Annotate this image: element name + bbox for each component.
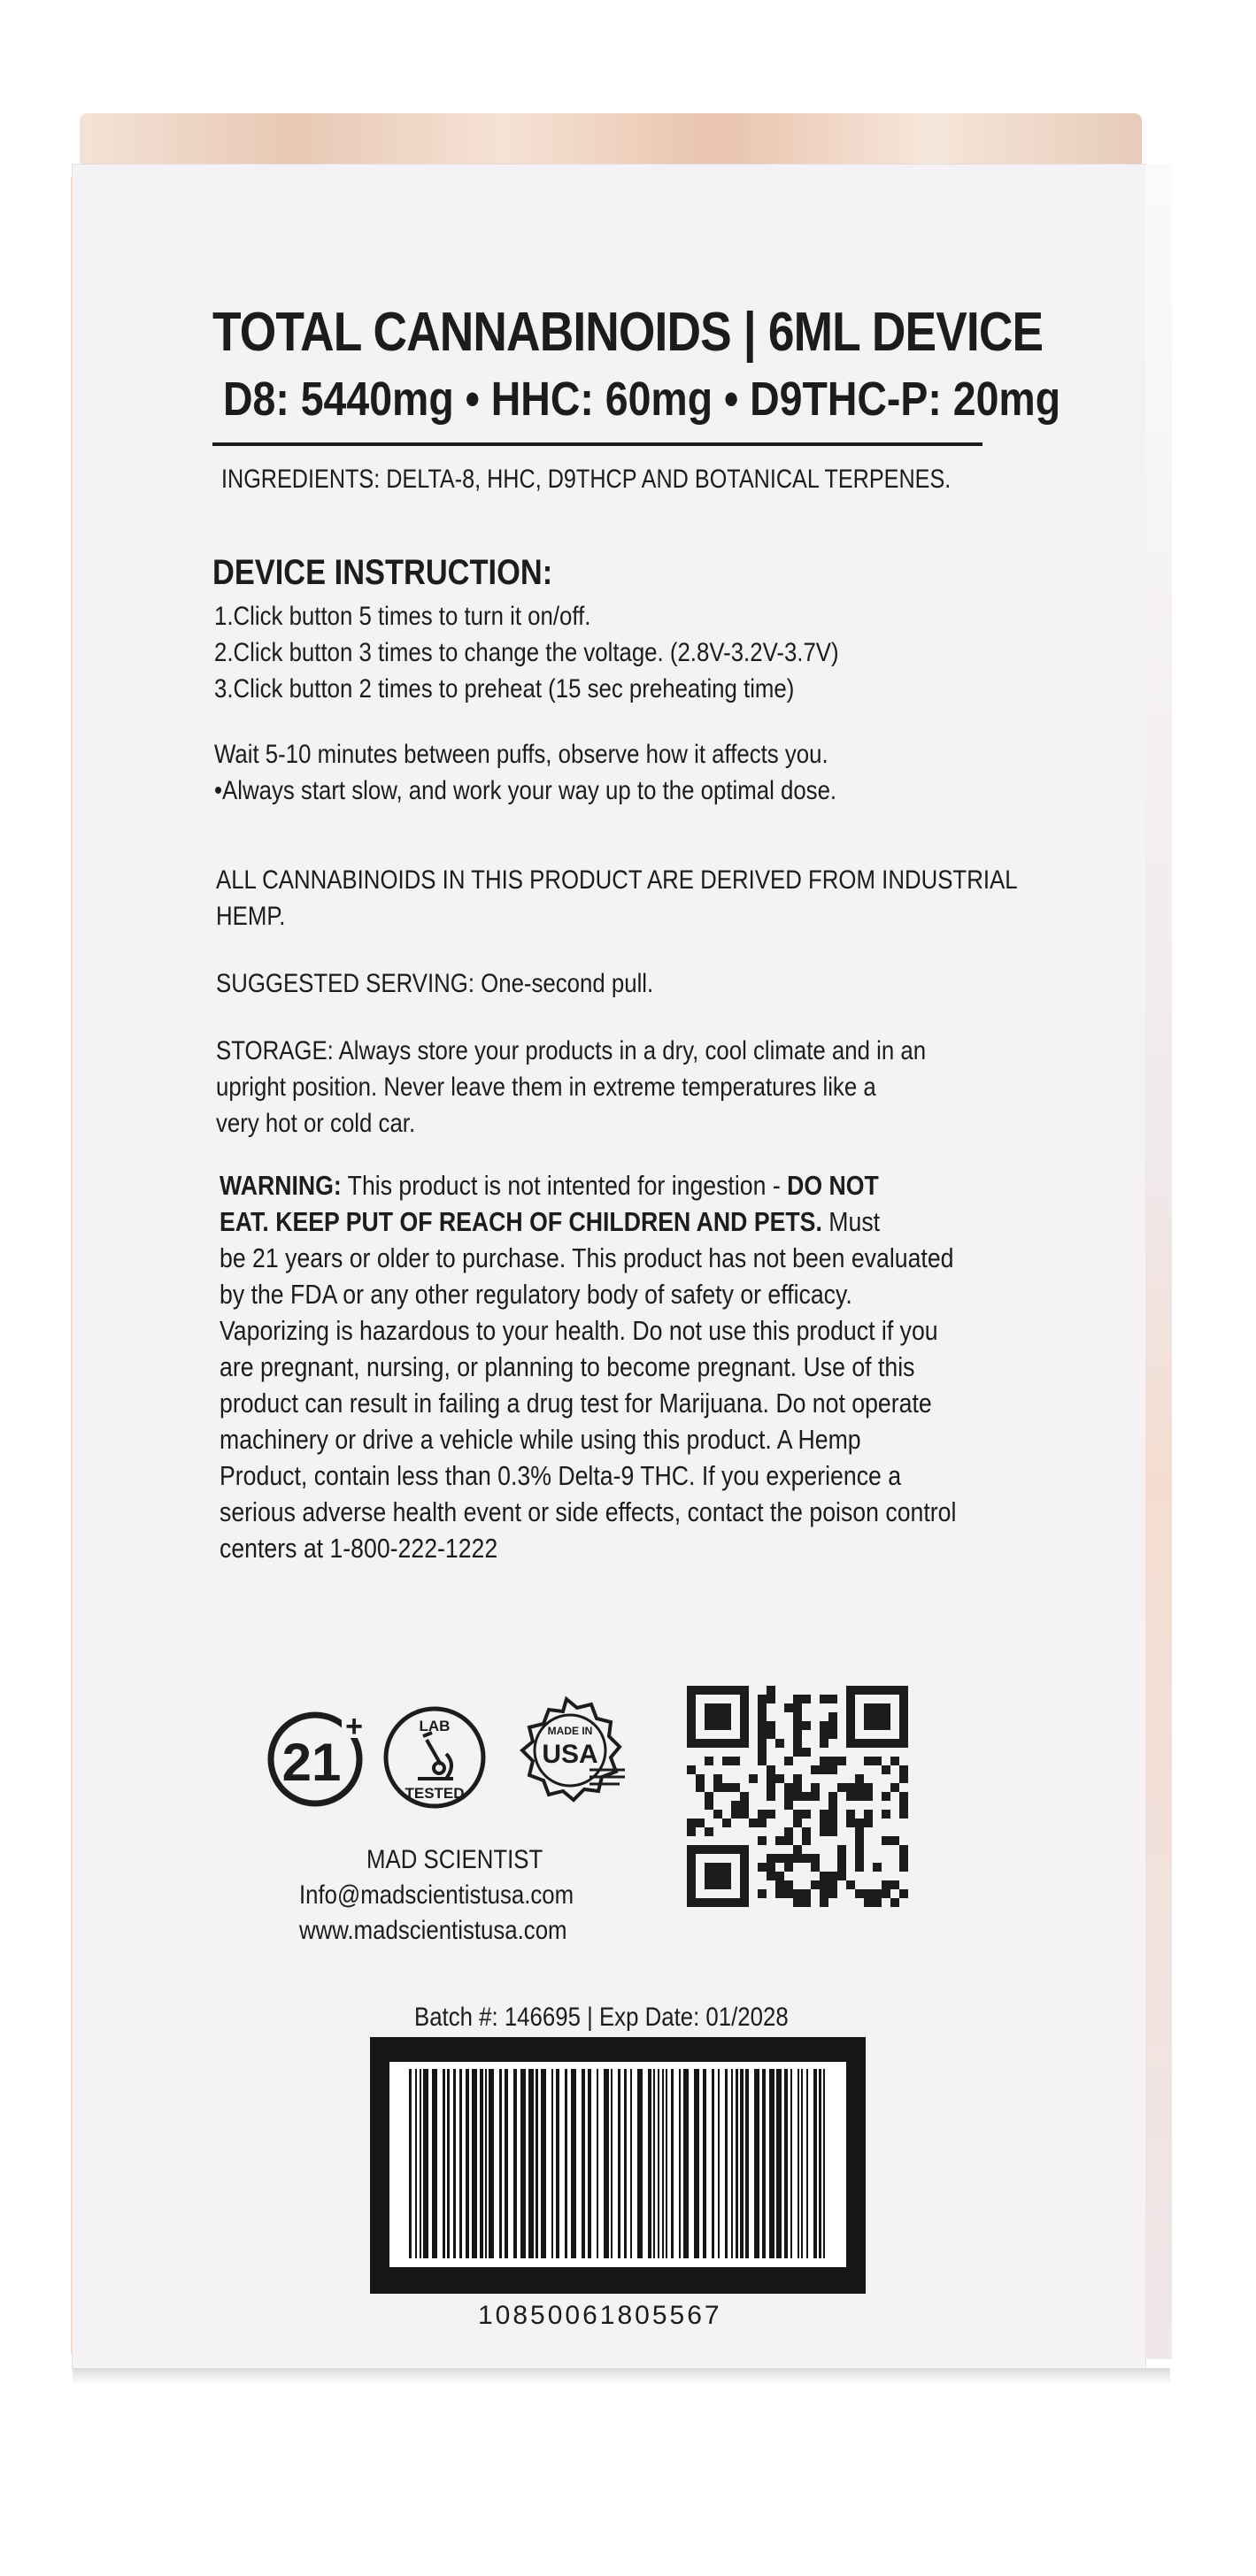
- barcode-bar: [819, 2069, 821, 2258]
- barcode-number: 10850061805567: [478, 2301, 722, 2330]
- barcode-bar: [712, 2069, 714, 2258]
- storage-line: very hot or cold car.: [216, 1109, 416, 1138]
- warning-line: are pregnant, nursing, or planning to become pregnant. Use of this: [220, 1351, 915, 1382]
- barcode-bar: [551, 2069, 553, 2258]
- warning-line: [220, 1206, 880, 1238]
- barcode-bar: [528, 2069, 534, 2258]
- barcode-bar: [630, 2069, 632, 2258]
- barcode-bar: [409, 2069, 412, 2258]
- warning-emphasis: DO NOT: [787, 1170, 879, 1201]
- lab-bottom-label: TESTED: [405, 1785, 465, 1802]
- barcode-bar: [637, 2069, 643, 2258]
- barcode-bar: [718, 2069, 720, 2258]
- barcode-bar: [790, 2069, 792, 2258]
- barcode-bar: [769, 2069, 774, 2258]
- made-in-usa-icon: [505, 1696, 628, 1814]
- barcode-bar: [776, 2069, 782, 2258]
- barcode-bar: [679, 2069, 681, 2258]
- barcode-bar: [541, 2069, 546, 2258]
- warning-emphasis: EAT. KEEP PUT OF REACH OF CHILDREN AND PETS.: [220, 1206, 822, 1237]
- product-title: TOTAL CANNABINOIDS | 6ML DEVICE: [212, 302, 1044, 363]
- barcode-bar: [447, 2069, 450, 2258]
- barcode-bar: [798, 2069, 799, 2258]
- barcode-bar: [671, 2069, 674, 2258]
- barcode-bar: [703, 2069, 706, 2258]
- barcode-bar: [588, 2069, 591, 2258]
- barcode-bar: [813, 2069, 817, 2258]
- age-plus: +: [345, 1710, 363, 1743]
- barcode-bar: [565, 2069, 567, 2258]
- suggested-serving: SUGGESTED SERVING: One-second pull.: [216, 969, 654, 998]
- barcode-bar: [823, 2069, 825, 2258]
- barcode-bar: [736, 2069, 738, 2258]
- lab-top-label: LAB: [419, 1718, 451, 1734]
- barcode-bar: [648, 2069, 651, 2258]
- wait-note: Wait 5-10 minutes between puffs, observe how it affects you.: [214, 740, 828, 769]
- hemp-statement-line: HEMP.: [216, 902, 286, 931]
- barcode-bar: [415, 2069, 417, 2258]
- barcode-bar: [653, 2069, 655, 2258]
- warning-line: [220, 1170, 879, 1202]
- brand-website: www.madscientistusa.com: [299, 1916, 567, 1945]
- microscope-icon: [418, 1733, 453, 1779]
- divider-rule: [212, 442, 982, 446]
- barcode: [409, 2069, 830, 2258]
- barcode-bar: [520, 2069, 526, 2258]
- barcode-bar: [806, 2069, 808, 2258]
- barcode-bar: [731, 2069, 733, 2258]
- hemp-statement-line: ALL CANNABINOIDS IN THIS PRODUCT ARE DERIVED FROM INDUSTRIAL: [216, 865, 1018, 895]
- qr-code: [687, 1686, 908, 1907]
- storage-line: STORAGE: Always store your products in a dry, cool climate and in an: [216, 1036, 927, 1065]
- barcode-bar: [443, 2069, 445, 2258]
- storage-line: upright position. Never leave them in extreme temperatures like a: [216, 1073, 876, 1102]
- warning-line: by the FDA or any other regulatory body of safety or efficacy.: [220, 1279, 852, 1310]
- warning-line: centers at 1-800-222-1222: [220, 1533, 498, 1564]
- instruction-step: 1.Click button 5 times to turn it on/off.: [214, 602, 591, 631]
- barcode-bar: [745, 2069, 749, 2258]
- barcode-bar: [432, 2069, 437, 2258]
- lab-tested-icon: [381, 1701, 489, 1812]
- warning-line: machinery or drive a vehicle while using this product. A Hemp: [220, 1424, 861, 1455]
- barcode-bar: [784, 2069, 788, 2258]
- batch-expiry: Batch #: 146695 | Exp Date: 01/2028: [414, 2003, 789, 2032]
- barcode-bar: [499, 2069, 502, 2258]
- barcode-bar: [694, 2069, 699, 2258]
- barcode-bar: [754, 2069, 759, 2258]
- barcode-bar: [597, 2069, 598, 2258]
- warning-label: WARNING:: [220, 1170, 342, 1201]
- warning-line: serious adverse health event or side effects, contact the poison control: [220, 1496, 957, 1527]
- barcode-bar: [485, 2069, 487, 2258]
- barcode-bar: [611, 2069, 613, 2258]
- barcode-bar: [466, 2069, 469, 2258]
- barcode-bar: [740, 2069, 744, 2258]
- barcode-bar: [505, 2069, 508, 2258]
- flag-stripes: [589, 1770, 625, 1784]
- warning-line: Vaporizing is hazardous to your health. Do not use this product if you: [220, 1315, 938, 1346]
- barcode-bar: [604, 2069, 609, 2258]
- barcode-bar: [459, 2069, 462, 2258]
- barcode-bar: [801, 2069, 803, 2258]
- barcode-bar: [725, 2069, 728, 2258]
- ingredients-line: INGREDIENTS: DELTA-8, HHC, D9THCP AND BOTANICAL TERPENES.: [221, 465, 952, 494]
- barcode-bar: [513, 2069, 517, 2258]
- barcode-bar: [480, 2069, 483, 2258]
- barcode-bar: [423, 2069, 428, 2258]
- barcode-bar: [536, 2069, 538, 2258]
- barcode-bar: [472, 2069, 477, 2258]
- barcode-bar: [420, 2069, 421, 2258]
- barcode-bar: [556, 2069, 559, 2258]
- warning-line: product can result in failing a drug test for Marijuana. Do not operate: [220, 1388, 932, 1419]
- start-slow-note: •Always start slow, and work your way up to the optimal dose.: [214, 776, 837, 805]
- warning-line: Product, contain less than 0.3% Delta-9 THC. If you experience a: [220, 1460, 902, 1491]
- instruction-step: 2.Click button 3 times to change the voltage. (2.8V-3.2V-3.7V): [214, 638, 839, 667]
- warning-text: Must: [821, 1206, 881, 1237]
- brand-email: Info@madscientistusa.com: [299, 1880, 574, 1910]
- barcode-bar: [453, 2069, 456, 2258]
- barcode-bar: [666, 2069, 667, 2258]
- barcode-bar: [489, 2069, 494, 2258]
- barcode-bar: [582, 2069, 585, 2258]
- barcode-bar: [683, 2069, 689, 2258]
- barcode-bar: [571, 2069, 576, 2258]
- brand-name: MAD SCIENTIST: [366, 1845, 543, 1874]
- warning-line: be 21 years or older to purchase. This product has not been evaluated: [220, 1242, 954, 1273]
- usa-label: USA: [542, 1740, 598, 1769]
- barcode-bar: [658, 2069, 659, 2258]
- barcode-bar: [762, 2069, 766, 2258]
- instruction-step: 3.Click button 2 times to preheat (15 sec preheating time): [214, 674, 795, 704]
- age-number: 21: [281, 1733, 342, 1792]
- age-21-icon: [266, 1706, 368, 1809]
- instructions-heading: DEVICE INSTRUCTION:: [212, 553, 553, 592]
- made-in-label: MADE IN: [547, 1725, 593, 1737]
- warning-text: This product is not intented for ingestion -: [341, 1170, 788, 1201]
- barcode-bar: [662, 2069, 664, 2258]
- barcode-bar: [618, 2069, 620, 2258]
- potency-line: D8: 5440mg • HHC: 60mg • D9THC-P: 20mg: [223, 373, 1061, 426]
- barcode-bar: [624, 2069, 627, 2258]
